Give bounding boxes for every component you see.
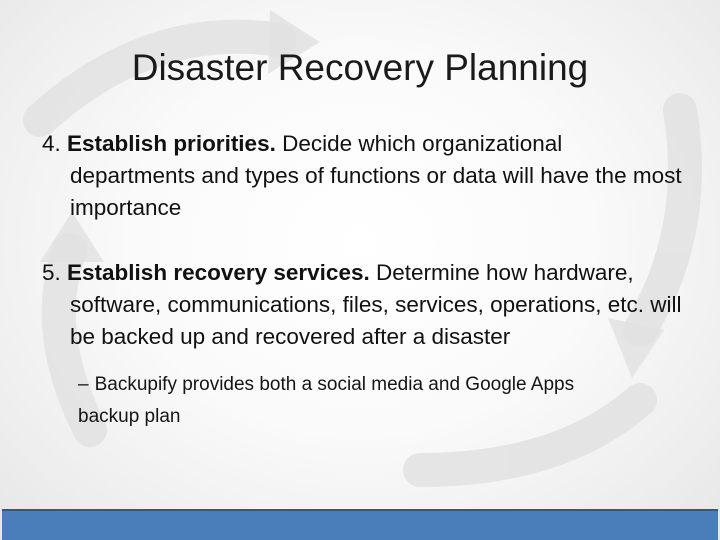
item-number: 4.	[42, 131, 61, 156]
sub-item-text: Backupify provides both a social media and Google Apps backup plan	[78, 374, 575, 427]
item-heading: Establish recovery services.	[67, 260, 370, 285]
slide-title: Disaster Recovery Planning	[131, 47, 589, 88]
sub-item	[78, 369, 618, 433]
dash-bullet: –	[78, 374, 89, 395]
item-heading: Establish priorities.	[67, 131, 276, 156]
item-text: Decide which organizational departments and types of functions or data will have the most importance	[70, 131, 682, 220]
list-item	[42, 257, 682, 353]
list-item	[42, 128, 682, 224]
item-text: Determine how hardware, software, communications, files, services, operations, etc. will be backed up and recovered after a disaster	[70, 260, 682, 349]
slide-body	[42, 128, 682, 433]
item-number: 5.	[42, 260, 61, 285]
footer-bar	[2, 509, 718, 540]
